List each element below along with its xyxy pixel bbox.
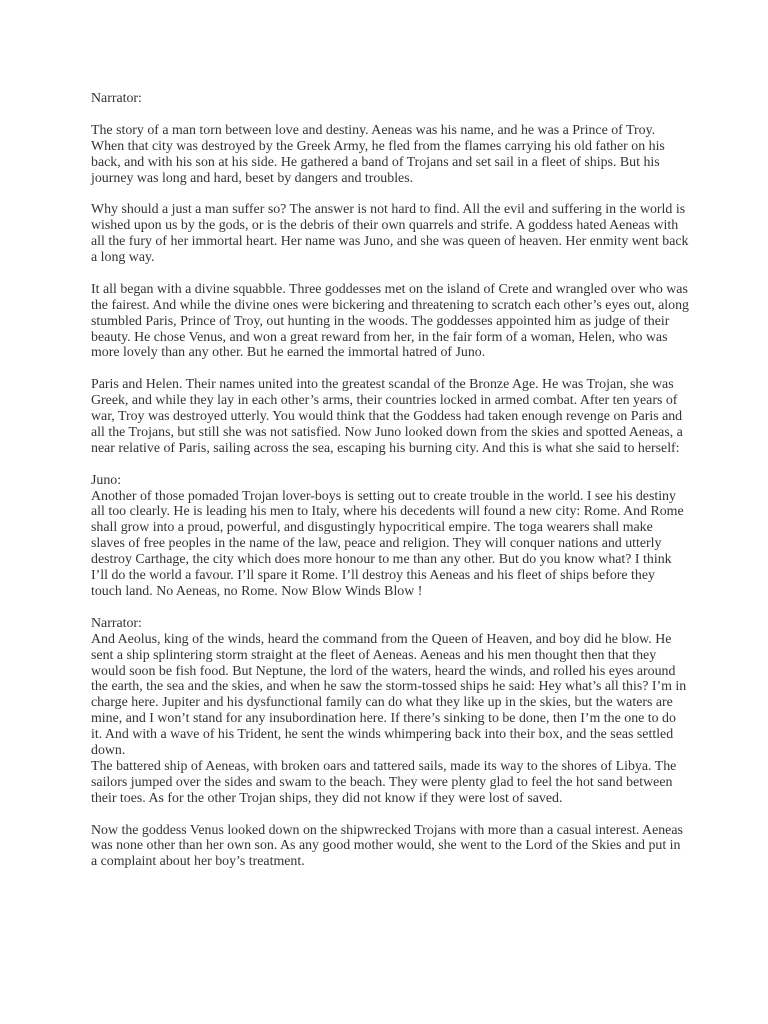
paragraph-gap (91, 600, 689, 616)
paragraph-squabble: It all began with a divine squabble. Three goddesses met on the island of Crete and wrangled over who was the fairest. And while the divine ones were bickering and threatening to scratch each other’s eyes out, along stumbled Paris, Prince of Troy, out hunting in the woods. The goddesses appointed him as judge of their beauty. He chose Venus, and won a great reward from her, in the fair form of a woman, Helen, who was more lovely than any other. But he earned the immortal hatred of Juno. (91, 281, 689, 361)
paragraph-paris-helen: Paris and Helen. Their names united into the greatest scandal of the Bronze Age. He was Trojan, she was Greek, and while they lay in each other’s arms, their countries locked in armed combat. After ten years of war, Troy was destroyed utterly. You would think that the Goddess had taken enough revenge on Paris and all the Trojans, but still she was not satisfied. Now Juno looked down from the skies and spotted Aeneas, a near relative of Paris, sailing across the sea, escaping his burning city. And this is what she said to herself: (91, 377, 683, 456)
paragraph-juno-speech: Another of those pomaded Trojan lover-boys is setting out to create trouble in the world. I see his destiny all too clearly. He is leading his men to Italy, where his decedents will found a new city: Rome. And Rome shall grow into a proud, powerful, and disgustingly hypocritical empire. The toga wearers shall make slaves of free peoples in the name of the law, peace and religion. They will conquer nations and utterly destroy Carthage, the city which does more honour to me than any other. But do you know what? I think I’ll do the world a favour. I’ll spare it Rome. I’ll destroy this Aeneas and his fleet of ships before they touch land. No Aeneas, no Rome. Now Blow Winds Blow ! (91, 488, 684, 600)
paragraph-gap (91, 107, 689, 123)
paragraph-suffering: Why should a just a man suffer so? The answer is not hard to find. All the evil and suffering in the world is wished upon us by the gods, or is the debris of their own quarrels and strife. A goddess hated Aeneas with all the fury of her immortal heart. Her name was Juno, and she was queen of heaven. Her enmity went back a long way. (91, 202, 689, 266)
speaker-label-narrator-2: Narrator: (91, 615, 142, 631)
paragraph-gap (91, 457, 689, 473)
paragraph-gap (91, 266, 689, 282)
speaker-label-narrator: Narrator: (91, 91, 142, 106)
paragraph-intro: The story of a man torn between love and destiny. Aeneas was his name, and he was a Prince of Troy. When that city was destroyed by the Greek Army, he fled from the flames carrying his old father on his back, and with his son at his side. He gathered a band of Trojans and set sail in a fleet of ships. But his journey was long and hard, beset by dangers and troubles. (91, 122, 665, 186)
paragraph-gap (91, 186, 689, 202)
speaker-label-juno: Juno: (91, 472, 122, 488)
paragraph-libya: The battered ship of Aeneas, with broken oars and tattered sails, made its way to the shores of Libya. The sailors jumped over the sides and swam to the beach. They were plenty glad to feel the hot sand between their toes. As for the other Trojan ships, they did not know if they were lost of saved. (91, 758, 677, 806)
document-page (91, 91, 689, 870)
paragraph-storm: And Aeolus, king of the winds, heard the command from the Queen of Heaven, and boy did he blow. He sent a ship splintering storm straight at the fleet of Aeneas. Aeneas and his men thought then that they would soon be fish food. But Neptune, the lord of the waters, heard the winds, and rolled his eyes around the earth, the sea and the skies, and when he saw the storm-tossed ships he said: Hey what’s all this? I’m in charge here. Jupiter and his dysfunctional family can do what they like up in the skies, but the waters are mine, and I won’t stand for any insubordination here. If there’s sinking to be done, then I’m the one to do it. And with a wave of his Trident, he sent the winds whimpering back into their box, and the seas settled down. (91, 631, 687, 759)
paragraph-gap (91, 807, 689, 823)
paragraph-venus: Now the goddess Venus looked down on the shipwrecked Trojans with more than a casual interest. Aeneas was none other than her own son. As any good mother would, she went to the Lord of the Skies and put in a complaint about her boy’s treatment. (91, 822, 683, 870)
paragraph-gap (91, 361, 689, 377)
